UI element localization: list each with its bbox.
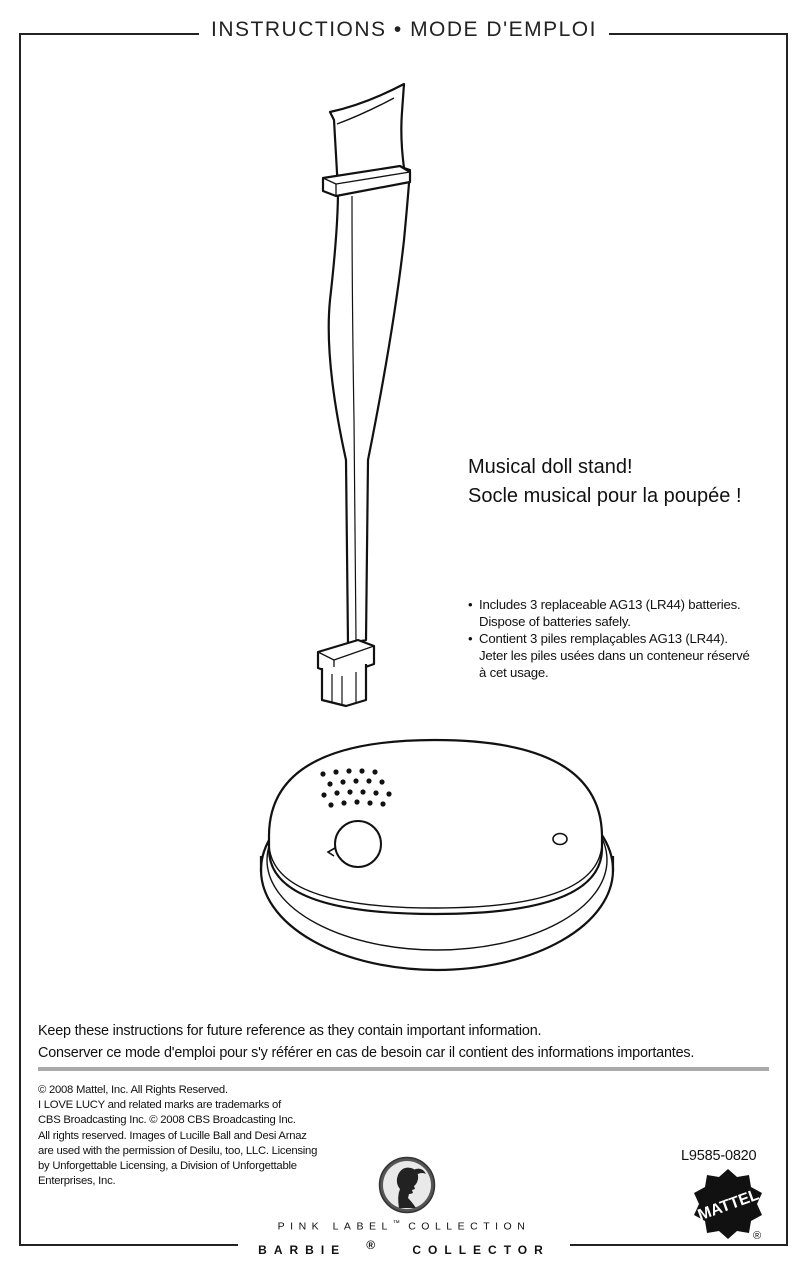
bullet-marker: •: [468, 597, 473, 612]
doll-stand-illustration: [318, 84, 410, 706]
musical-base-illustration: [261, 740, 613, 970]
notice-english: Keep these instructions for future reference as they contain important information.: [38, 1023, 542, 1039]
keep-instructions-notice: [38, 1020, 694, 1064]
barbie-collector: BARBIE ® COLLECTOR: [0, 1238, 808, 1259]
headline-french: Socle musical pour la poupée !: [468, 485, 742, 507]
divider: [38, 1067, 769, 1071]
battery-info-list: [468, 596, 768, 681]
list-item: • Includes 3 replaceable AG13 (LR44) batteries. Dispose of batteries safely.: [468, 597, 741, 629]
page-title: INSTRUCTIONS • MODE D'EMPLOI: [0, 18, 808, 42]
barbie-silhouette-logo-icon: [378, 1156, 436, 1214]
product-code: L9585-0820: [681, 1148, 757, 1164]
legal-copyright: © 2008 Mattel, Inc. All Rights Reserved. I LOVE LUCY and related marks are trademarks of CBS Broadcasting Inc. © 2008 CBS Broadcasting Inc. All rights reserved. Images of Lucille Ball and Desi Arnaz are used with the permission of Desilu, too, LLC. Licensing by Unforgettable Licensing, a Division of Unforgettable Enterprises, Inc.: [38, 1084, 318, 1188]
mattel-logo-text: MATTEL: [695, 1186, 762, 1225]
pink-label-collection: PINK LABEL™ COLLECTION: [277, 1220, 531, 1233]
product-headline: [468, 453, 742, 511]
list-item: • Contient 3 piles remplaçables AG13 (LR44). Jeter les piles usées dans un conteneur réservé à cet usage.: [468, 631, 750, 680]
notice-french: Conserver ce mode d'emploi pour s'y référer en cas de besoin car il contient des informations importantes.: [38, 1045, 695, 1061]
headline-english: Musical doll stand!: [468, 456, 633, 478]
mattel-reg-mark: ®: [752, 1230, 762, 1241]
bullet-marker: •: [468, 631, 473, 646]
